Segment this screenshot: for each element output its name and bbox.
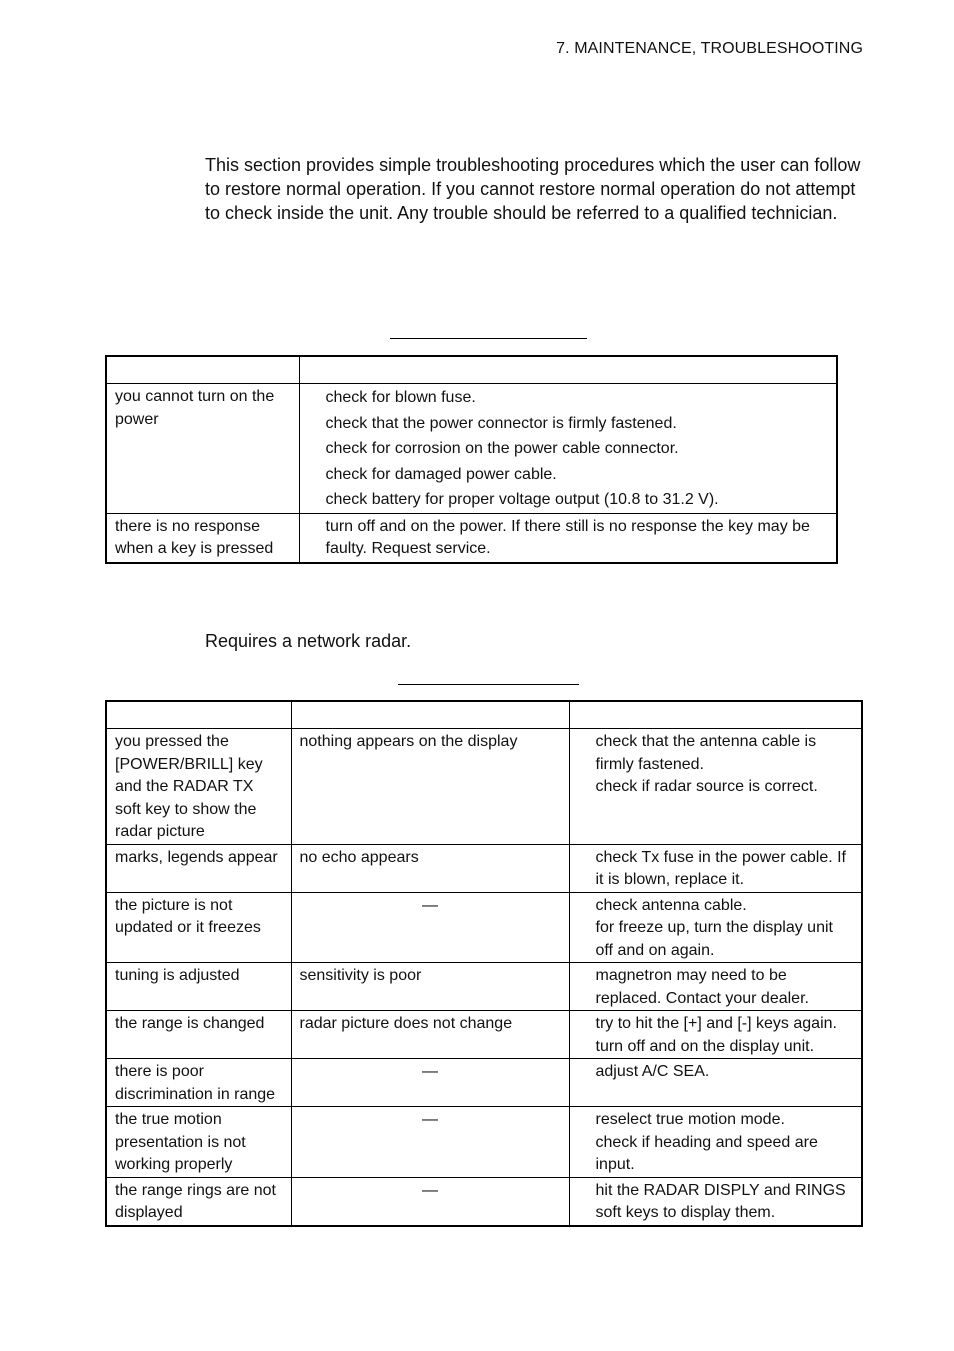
solution-item: check for corrosion on the power cable connector.	[325, 440, 679, 457]
then-item: magnetron may need to be replaced. Contact your dealer.	[595, 967, 809, 1007]
table-row	[106, 1107, 862, 1178]
table1-title-underline	[390, 338, 587, 339]
if-cell: marks, legends appear	[115, 848, 278, 866]
then-item: hit the RADAR DISPLY and RINGS soft keys to display them.	[595, 1181, 846, 1221]
table-row	[106, 892, 862, 963]
table-row	[106, 844, 862, 892]
if-cell: the true motion presentation is not working properly	[115, 1111, 246, 1173]
table-row	[106, 963, 862, 1011]
then-item: check antenna cable.	[595, 896, 747, 914]
solution-item: turn off and on the power. If there still is no response the key may be faulty. Request service.	[325, 517, 810, 557]
if-cell: there is poor discrimination in range	[115, 1063, 276, 1103]
table-row	[106, 513, 837, 563]
if-cell: the range rings are not displayed	[115, 1181, 276, 1221]
if-cell: the picture is not updated or it freezes	[115, 896, 261, 936]
but-cell: —	[422, 1111, 438, 1128]
but-cell: no echo appears	[299, 848, 419, 866]
then-item: for freeze up, turn the display unit off and on again.	[595, 919, 833, 959]
then-item: adjust A/C SEA.	[595, 1063, 710, 1080]
then-item: check that the antenna cable is firmly fastened.	[595, 733, 817, 773]
solution-item: check for damaged power cable.	[325, 465, 557, 483]
solution-item: check battery for proper voltage output (10.8 to 31.2 V).	[325, 491, 719, 508]
then-item: check if heading and speed are input.	[595, 1133, 818, 1173]
if-cell: tuning is adjusted	[115, 967, 240, 984]
table-row	[106, 1011, 862, 1059]
problem-cell: you cannot turn on the power	[115, 388, 275, 428]
then-item: try to hit the [+] and [-] keys again.	[595, 1015, 837, 1032]
but-cell: radar picture does not change	[299, 1015, 513, 1032]
but-cell: —	[422, 896, 438, 914]
page-header: 7. MAINTENANCE, TROUBLESHOOTING	[556, 40, 863, 57]
if-cell: you pressed the [POWER/BRILL] key and the RADAR TX soft key to show the radar picture	[115, 733, 263, 840]
but-cell: sensitivity is poor	[299, 967, 422, 984]
problem-cell: there is no response when a key is pressed	[115, 517, 274, 557]
radar-requirement-note: Requires a network radar.	[205, 631, 412, 651]
solution-item: check that the power connector is firmly fastened.	[325, 414, 677, 432]
table2-title-underline	[398, 684, 579, 685]
table-row	[106, 1177, 862, 1226]
but-cell: —	[422, 1063, 438, 1080]
then-item: reselect true motion mode.	[595, 1111, 785, 1128]
but-cell: —	[422, 1181, 438, 1199]
then-item: check if radar source is correct.	[595, 778, 818, 795]
if-cell: the range is changed	[115, 1015, 265, 1032]
table-header-row	[106, 356, 837, 384]
table-header-row	[106, 701, 862, 729]
then-item: turn off and on the display unit.	[595, 1037, 815, 1055]
basic-troubleshooting-table	[105, 355, 838, 564]
solution-item: check for blown fuse.	[325, 389, 476, 406]
table-row	[106, 1059, 862, 1107]
table-row	[106, 729, 862, 845]
radar-troubleshooting-table	[105, 700, 863, 1227]
intro-paragraph: This section provides simple troubleshooting procedures which the user can follow to restore normal operation. If you cannot restore normal operation do not attempt to check inside the unit. Any trouble should be referred to a qualified technician.	[205, 155, 861, 223]
table-row	[106, 384, 837, 514]
but-cell: nothing appears on the display	[299, 733, 518, 750]
then-item: check Tx fuse in the power cable. If it is blown, replace it.	[595, 848, 846, 888]
